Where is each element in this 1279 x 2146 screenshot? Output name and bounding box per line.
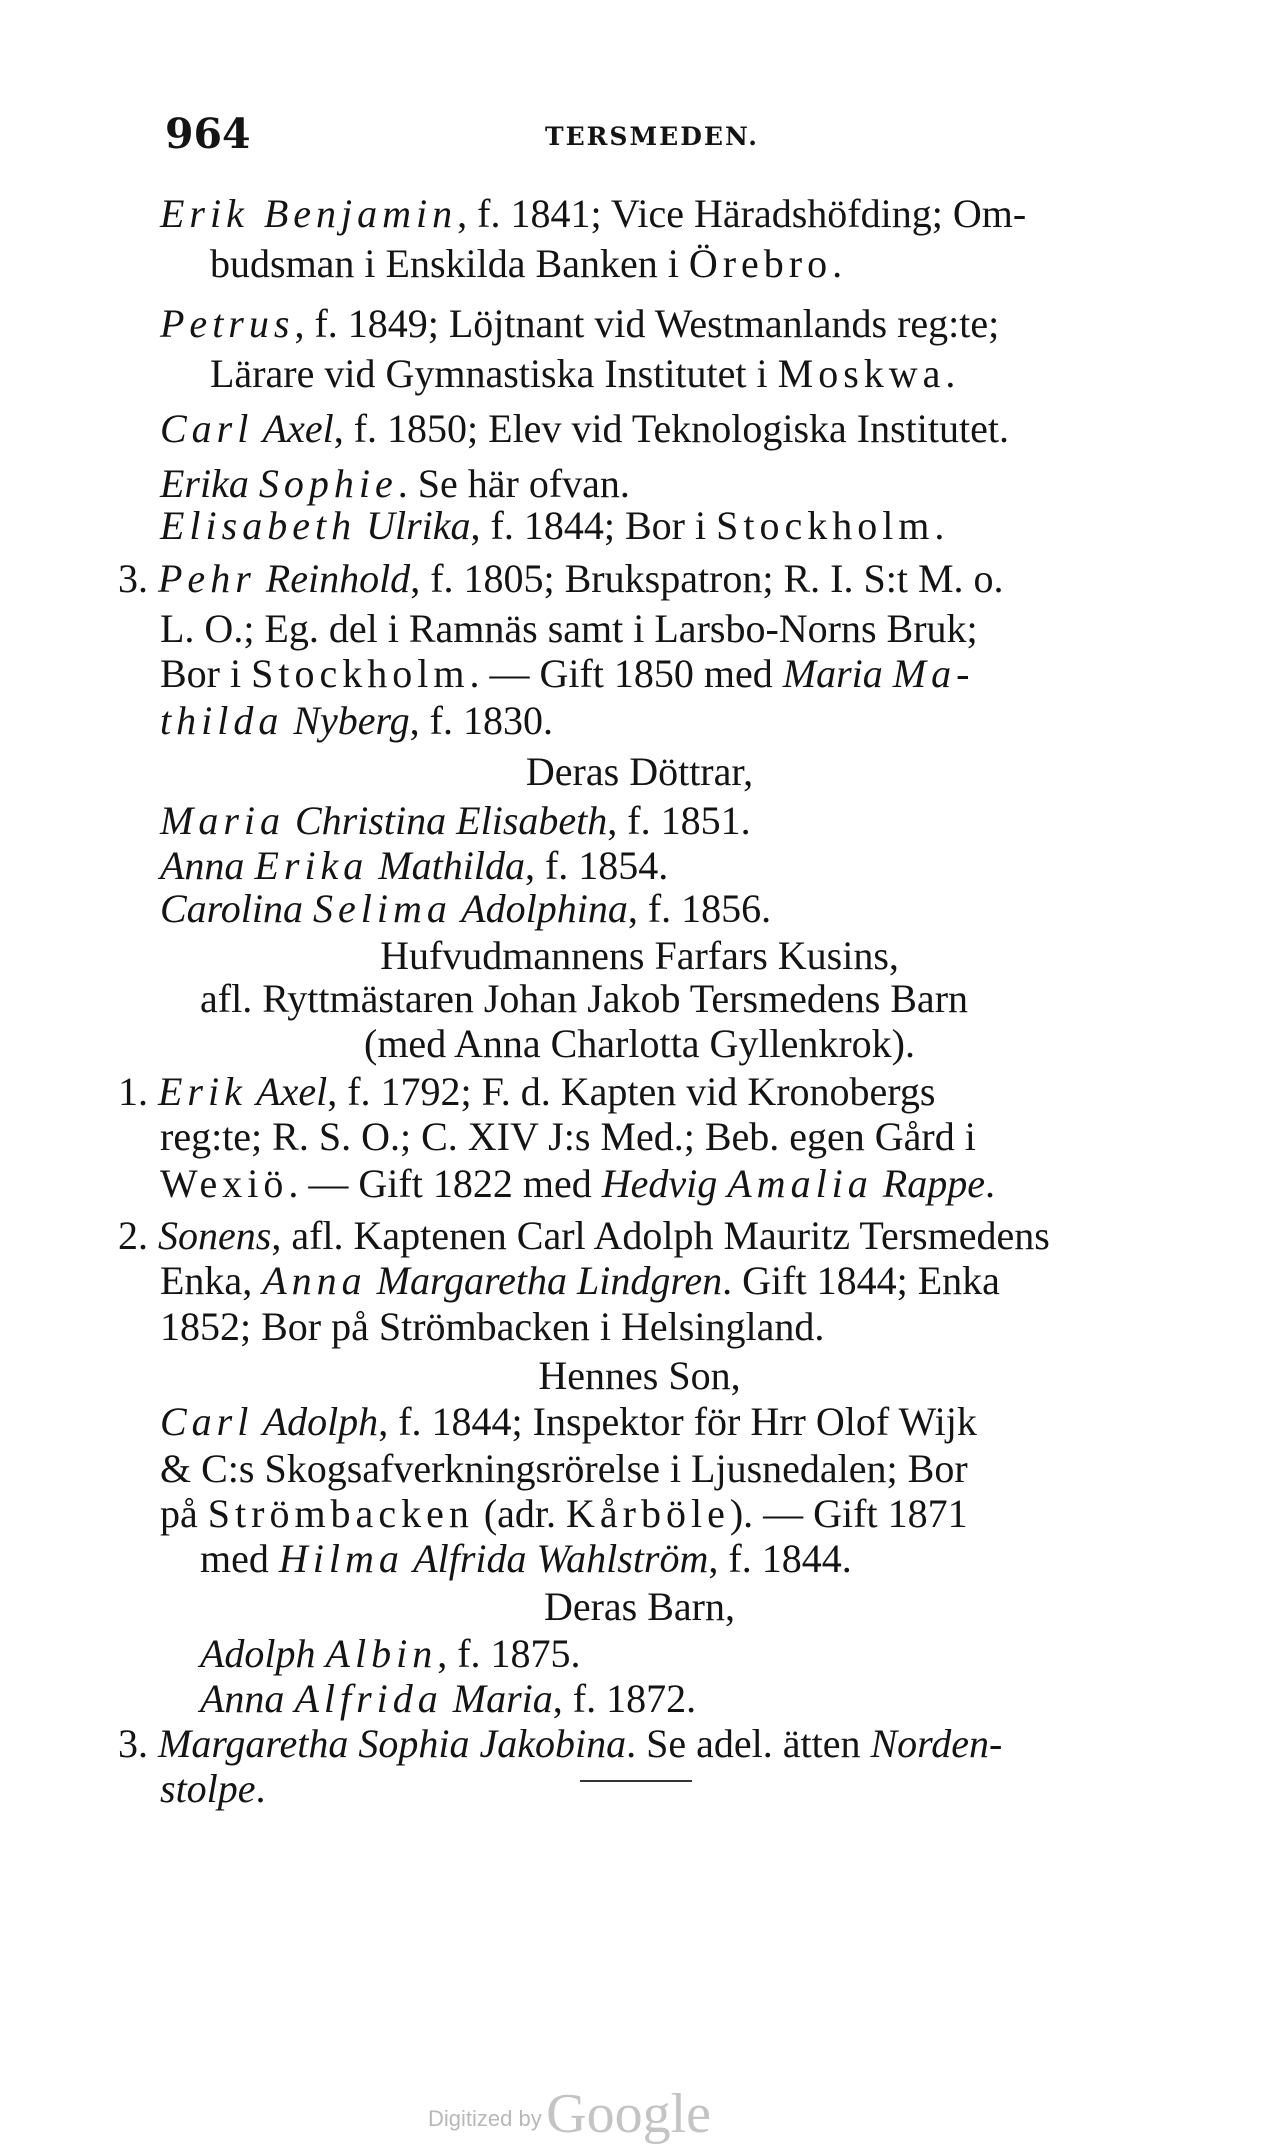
section-heading: (med Anna Charlotta Gyllenkrok). [364, 1021, 915, 1066]
text-line: Anna Erika Mathilda, f. 1854. [160, 843, 669, 888]
text-line: Adolph Albin, f. 1875. [200, 1631, 581, 1676]
text-line: Carolina Selima Adolphina, f. 1856. [160, 886, 772, 931]
text-line: Anna Alfrida Maria, f. 1872. [200, 1676, 697, 1721]
text-line: med Hilma Alfrida Wahlström, f. 1844. [200, 1536, 852, 1581]
text-line: Enka, Anna Margaretha Lindgren. Gift 1844; Enka [160, 1258, 1000, 1303]
text-line: Carl Adolph, f. 1844; Inspektor för Hrr Olof Wijk [160, 1399, 977, 1444]
text-line: Bor i Stockholm. — Gift 1850 med Maria Ma- [160, 651, 975, 696]
text-line: Maria Christina Elisabeth, f. 1851. [160, 798, 751, 843]
text-line: reg:te; R. S. O.; C. XIV J:s Med.; Beb. egen Gård i [160, 1114, 976, 1159]
text-line: thilda Nyberg, f. 1830. [160, 698, 553, 743]
text-line: 3. Pehr Reinhold, f. 1805; Brukspatron; R. I. S:t M. o. [118, 556, 1004, 601]
text-line: Carl Axel, f. 1850; Elev vid Teknologiska Institutet. [160, 406, 1009, 451]
text-line: Petrus, f. 1849; Löjtnant vid Westmanlands reg:te; [160, 301, 1000, 346]
text-line: Erika Sophie. Se här ofvan. [160, 461, 630, 506]
text-line: 3. Margaretha Sophia Jakobina. Se adel. ätten Norden- [118, 1721, 1003, 1766]
digitized-by-label: Digitized by [428, 2106, 542, 2131]
text-line: afl. Ryttmästaren Johan Jakob Tersmedens Barn [200, 976, 969, 1021]
text-line: 1. Erik Axel, f. 1792; F. d. Kapten vid Kronobergs [118, 1069, 936, 1114]
text-line: budsman i Enskilda Banken i Örebro. [210, 241, 843, 286]
text-line: Erik Benjamin, f. 1841; Vice Häradshöfding; Om- [160, 191, 1027, 236]
digitized-watermark [428, 2082, 711, 2146]
section-heading: Deras Barn, [543, 1584, 736, 1629]
section-heading: Deras Döttrar, [525, 749, 754, 794]
page-number: 964 [165, 110, 251, 158]
running-title: TERSMEDEN. [545, 122, 759, 151]
section-heading: Hufvudmannens Farfars Kusins, [380, 933, 899, 978]
text-line: L. O.; Eg. del i Ramnäs samt i Larsbo-Norns Bruk; [160, 606, 978, 651]
text-line: stolpe. [160, 1766, 266, 1811]
text-line: Lärare vid Gymnastiska Institutet i Moskwa. [210, 351, 956, 396]
text-line: på Strömbacken (adr. Kårböle). — Gift 1871 [160, 1491, 968, 1536]
text-line: Wexiö. — Gift 1822 med Hedvig Amalia Rappe. [160, 1161, 995, 1206]
text-line: Elisabeth Ulrika, f. 1844; Bor i Stockholm. [160, 503, 945, 548]
google-logo: Google [546, 2083, 712, 2145]
end-rule [580, 1780, 692, 1782]
text-line: & C:s Skogsafverkningsrörelse i Ljusnedalen; Bor [160, 1446, 968, 1491]
text-line: 1852; Bor på Strömbacken i Helsingland. [160, 1304, 825, 1349]
text-line: 2. Sonens, afl. Kaptenen Carl Adolph Mauritz Tersmedens [118, 1213, 1050, 1258]
section-heading: Hennes Son, [538, 1353, 741, 1398]
